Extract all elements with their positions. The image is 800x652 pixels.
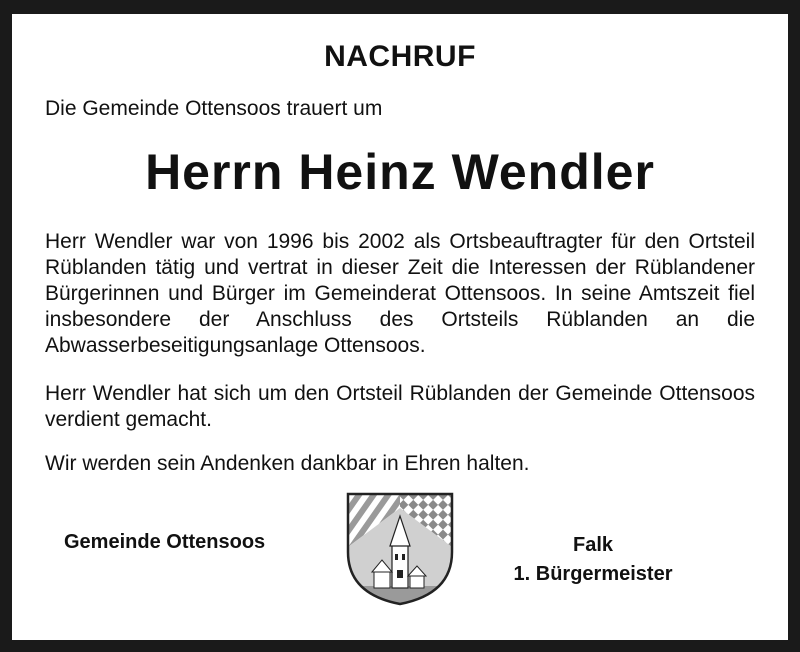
paragraph-service: Herr Wendler war von 1996 bis 2002 als Ortsbeauftragter für den Ortsteil Rüblanden tätig und vertrat in dieser Zeit die Interessen der Rüblandener Bürgerinnen und Bürger im Gemeinderat Ottensoos. In seine Amtszeit fiel insbesondere der Anschluss des Ortsteils Rüblanden an die Abwasserbeseitigungsanlage Ottensoos. [45, 230, 755, 357]
paragraph-remembrance: Wir werden sein Andenken dankbar in Ehren halten. [45, 452, 530, 475]
mayor-name: Falk [572, 534, 614, 556]
paragraph-merit: Herr Wendler hat sich um den Ortsteil Rüblanden der Gemeinde Ottensoos verdient gemacht. [45, 382, 755, 431]
heading: NACHRUF [324, 40, 476, 73]
deceased-name: Herrn Heinz Wendler [145, 144, 655, 200]
intro-line: Die Gemeinde Ottensoos trauert um [45, 97, 383, 120]
mayor-title: 1. Bürgermeister [513, 563, 673, 585]
signature-mayor [500, 531, 686, 589]
signature-municipality: Gemeinde Ottensoos [64, 531, 266, 553]
coat-of-arms-icon [344, 490, 456, 608]
